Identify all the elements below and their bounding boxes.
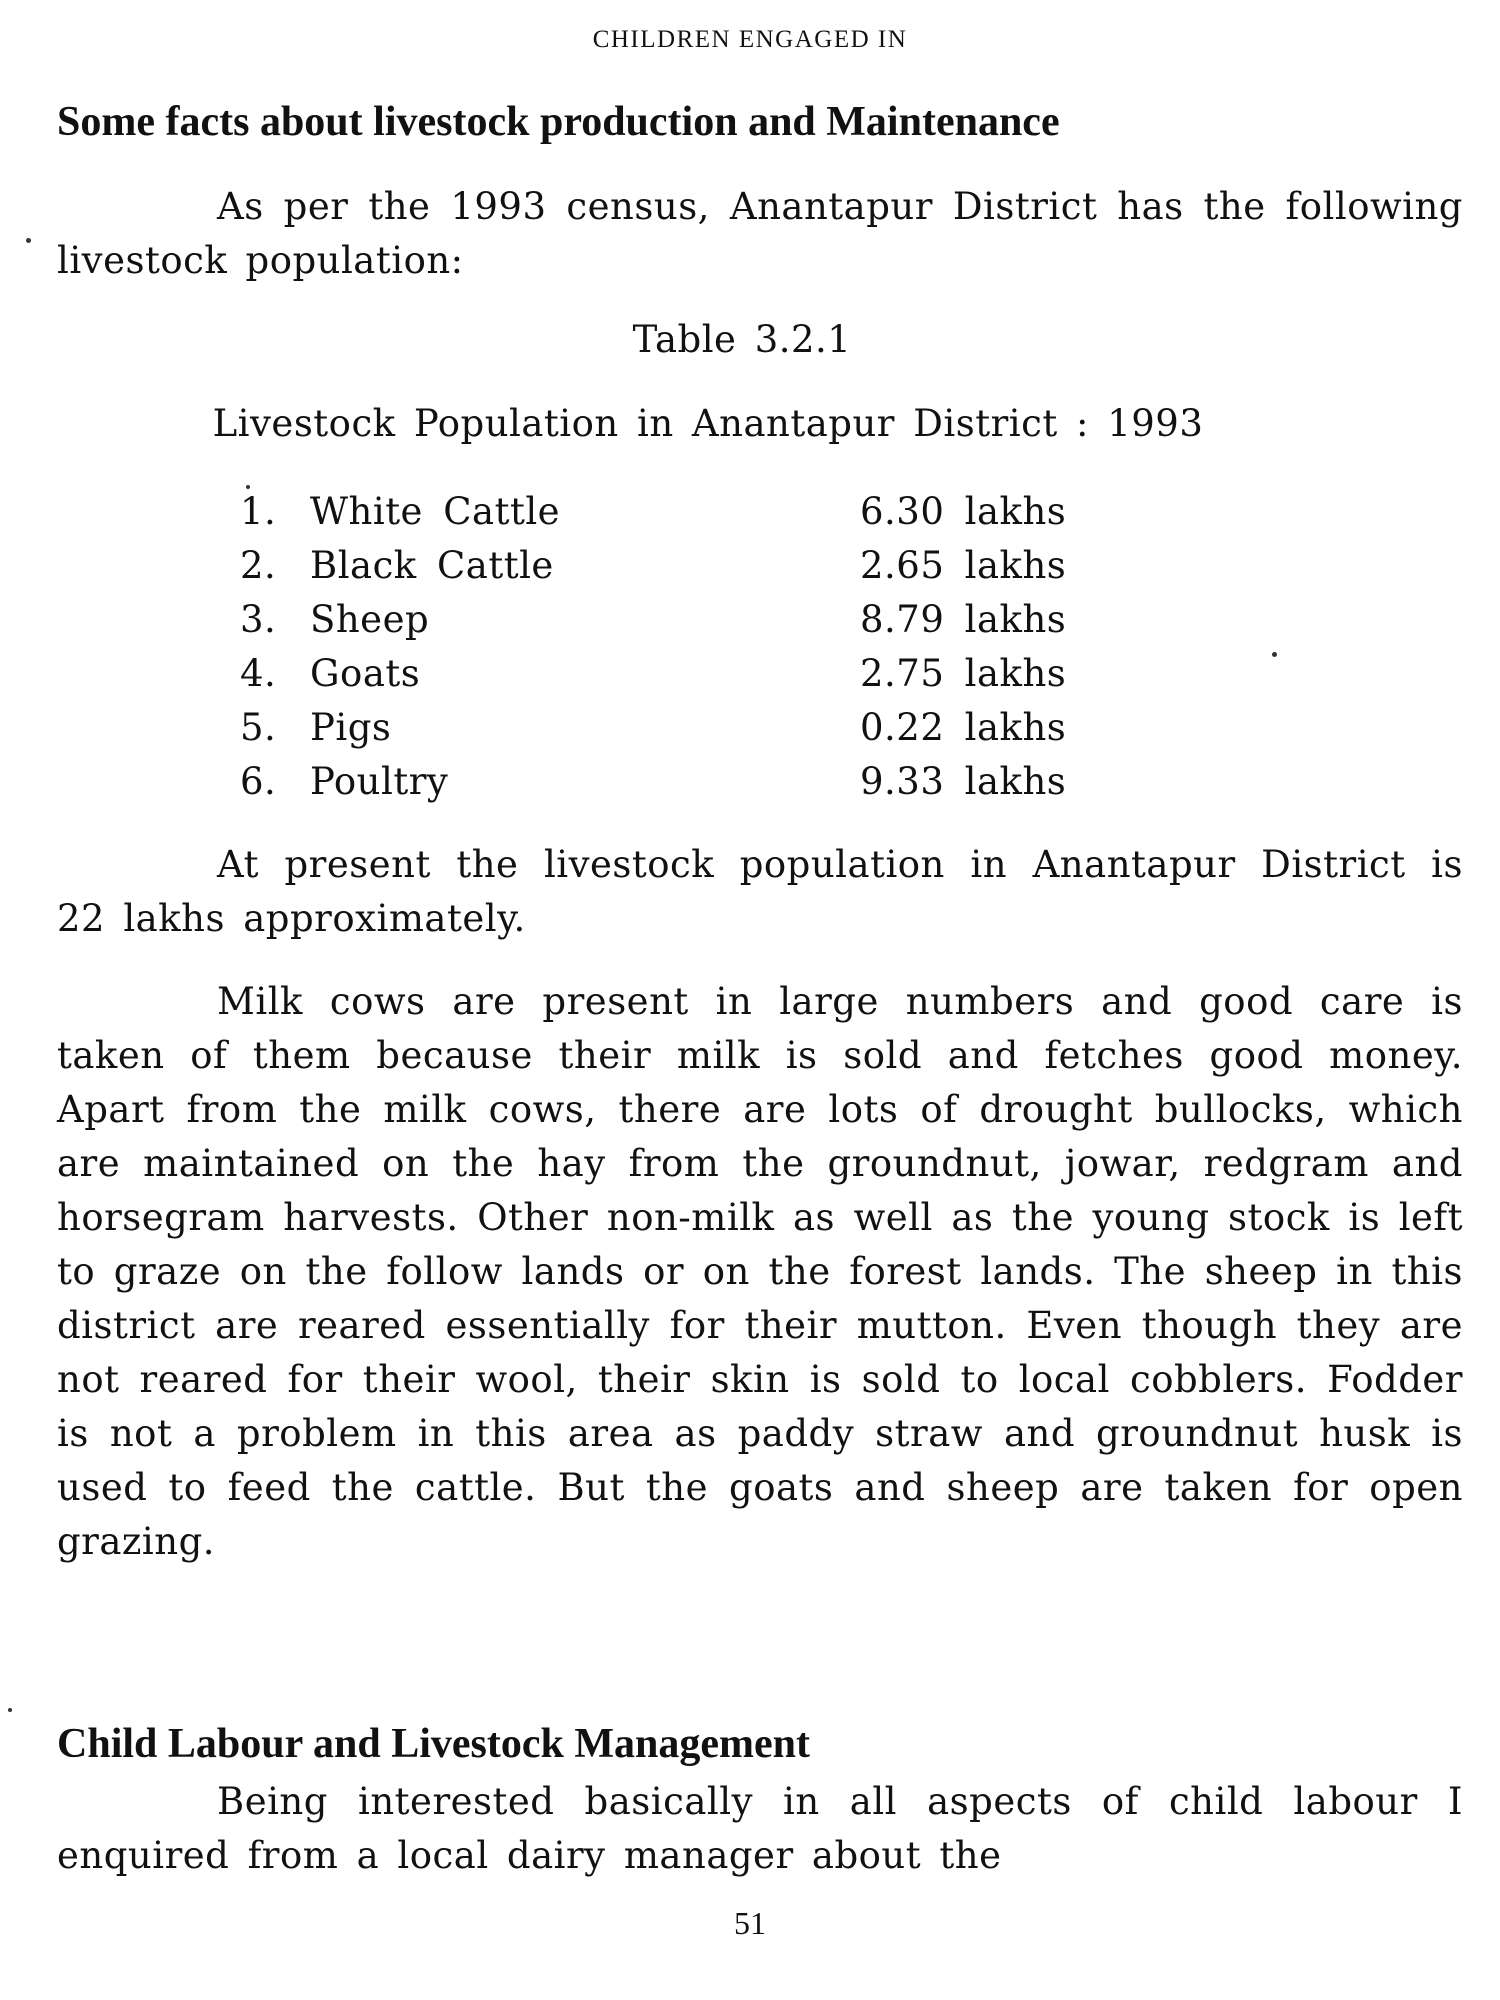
intro-paragraph: As per the 1993 census, Anantapur District has the following livestock population: bbox=[57, 185, 1463, 282]
row-number: 1. bbox=[240, 489, 277, 533]
scan-speck bbox=[26, 238, 31, 243]
table-row bbox=[240, 754, 1066, 808]
table-number: Table 3.2.1 bbox=[632, 318, 852, 361]
table-row bbox=[240, 538, 1066, 592]
livestock-type: Poultry bbox=[310, 759, 449, 803]
row-number: 4. bbox=[240, 651, 277, 695]
section-heading-livestock-facts: Some facts about livestock production and Maintenance bbox=[57, 99, 1060, 145]
row-number: 6. bbox=[240, 759, 277, 803]
livestock-count: 0.22 lakhs bbox=[860, 705, 1067, 749]
scan-speck bbox=[8, 1708, 12, 1712]
row-number: 3. bbox=[240, 597, 277, 641]
child-labour-paragraph: Being interested basically in all aspects of child labour I enquired from a local dairy manager about the bbox=[57, 1780, 1463, 1877]
section-heading-child-labour: Child Labour and Livestock Management bbox=[57, 1721, 810, 1767]
scan-speck bbox=[246, 485, 250, 489]
present-population-paragraph: At present the livestock population in Anantapur District is 22 lakhs approximately. bbox=[57, 843, 1463, 940]
livestock-count: 9.33 lakhs bbox=[860, 759, 1067, 803]
table-row bbox=[240, 646, 1066, 700]
row-number: 5. bbox=[240, 705, 277, 749]
running-head: CHILDREN ENGAGED IN bbox=[592, 26, 908, 53]
milk-cows-paragraph: Milk cows are present in large numbers and good care is taken of them because their milk is sold and fetches good money. Apart from the milk cows, there are lots of drought bullocks, which are maintained on the hay from the groundnut, jowar, redgram and horsegram harvests. Other non-milk as well as the young stock is left to graze on the follow lands or on the forest lands. The sheep in this district are reared essentially for their mutton. Even though they are not reared for their wool, their skin is sold to local cobblers. Fodder is not a problem in this area as paddy straw and groundnut husk is used to feed the cattle. But the goats and sheep are taken for open grazing. bbox=[57, 980, 1463, 1563]
scan-speck bbox=[1272, 652, 1277, 657]
livestock-type: Goats bbox=[310, 651, 421, 695]
livestock-population-table bbox=[240, 484, 1066, 808]
livestock-count: 2.65 lakhs bbox=[860, 543, 1067, 587]
livestock-type: White Cattle bbox=[310, 489, 561, 533]
row-number: 2. bbox=[240, 543, 277, 587]
table-row bbox=[240, 592, 1066, 646]
livestock-count: 2.75 lakhs bbox=[860, 651, 1067, 695]
page-number: 51 bbox=[734, 1905, 766, 1941]
table-title: Livestock Population in Anantapur District : 1993 bbox=[212, 402, 1204, 445]
livestock-count: 8.79 lakhs bbox=[860, 597, 1067, 641]
livestock-type: Sheep bbox=[310, 597, 430, 641]
table-row bbox=[240, 700, 1066, 754]
livestock-type: Pigs bbox=[310, 705, 392, 749]
livestock-type: Black Cattle bbox=[310, 543, 554, 587]
table-row bbox=[240, 484, 1066, 538]
livestock-count: 6.30 lakhs bbox=[860, 489, 1067, 533]
